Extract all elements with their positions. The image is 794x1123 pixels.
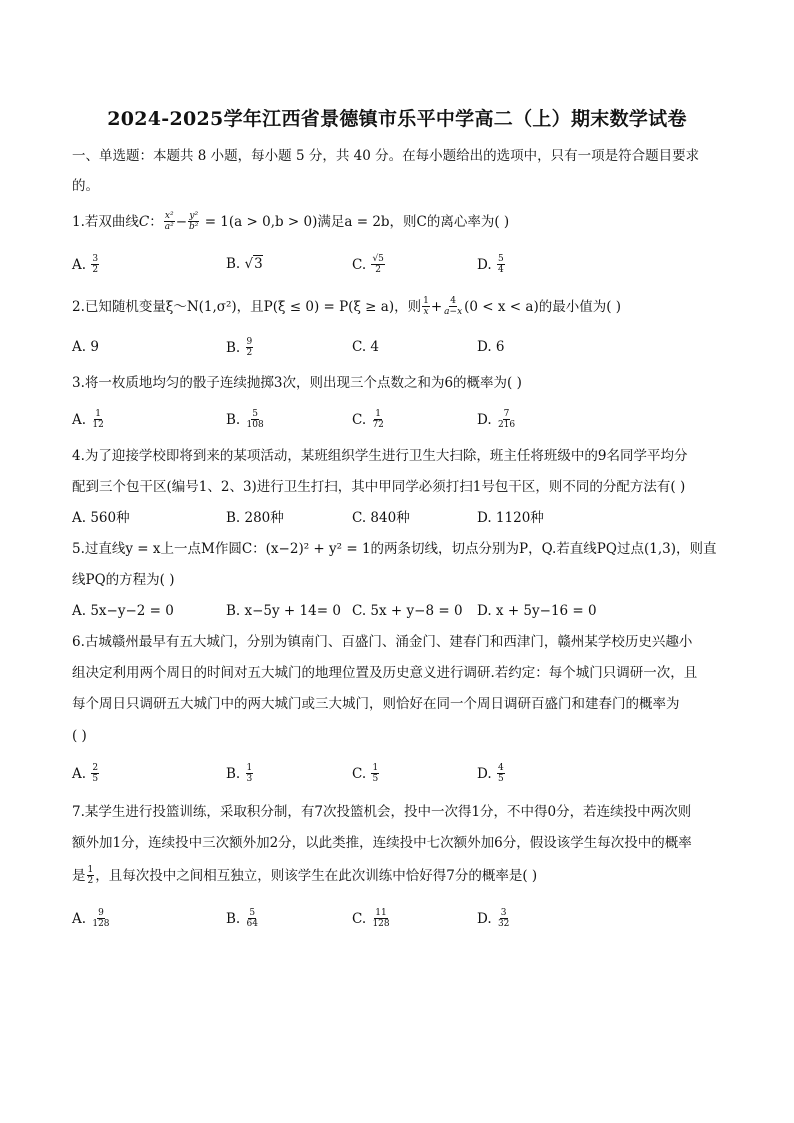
question-6-line2: 组决定利用两个周日的时间对五大城门的地理位置及历史意义进行调研.若约定：每个城门只调研一次，且 bbox=[72, 665, 698, 681]
q4-option-b[interactable]: B. 280种 bbox=[226, 510, 284, 526]
q2-frac2: $\frac{4}{a-x}$ bbox=[444, 296, 463, 317]
question-7-line1: 7.某学生进行投篮训练，采取积分制，有7次投篮机会，投中一次得1分，不中得0分，若连续投中两次则 bbox=[72, 804, 692, 820]
question-2: 2.已知随机变量ξ～N(1,σ²)，且P(ξ ≤ 0) = P(ξ ≥ a)，则 $\frac{1}{x}$ + $\frac{4}{a-x}$ (0 < x < a)的最小值为( ) bbox=[72, 296, 622, 317]
q3-option-a[interactable]: A. $\frac{1}{12}$ bbox=[72, 409, 104, 430]
q5-option-b[interactable]: B. x−5y + 14= 0 bbox=[226, 603, 341, 619]
q2-frac1: $\frac{1}{x}$ bbox=[423, 296, 429, 317]
q2-option-b[interactable]: B. $\frac{9}{2}$ bbox=[226, 337, 253, 358]
question-5-line2: 线PQ的方程为( ) bbox=[72, 572, 175, 588]
question-6-line3: 每个周日只调研五大城门中的两大城门或三大城门，则恰好在同一个周日调研百盛门和建春门的概率为 bbox=[72, 696, 680, 712]
q2-text-part1: 2.已知随机变量ξ～N(1,σ²)，且P(ξ ≤ 0) = P(ξ ≥ a)，则 bbox=[72, 299, 422, 315]
q1-option-b[interactable]: B. √3 bbox=[226, 256, 263, 272]
question-4-line1: 4.为了迎接学校即将到来的某项活动，某班组织学生进行卫生大扫除，班主任将班级中的9名同学平均分 bbox=[72, 448, 688, 464]
q5-option-c[interactable]: C. 5x + y−8 = 0 bbox=[352, 603, 463, 619]
q7-option-a[interactable]: A. $\frac{9}{128}$ bbox=[72, 908, 110, 929]
q7-option-d[interactable]: D. $\frac{3}{32}$ bbox=[477, 908, 510, 929]
q1-prefix: 1.若双曲线 bbox=[72, 214, 139, 230]
q6-option-a[interactable]: A. $\frac{2}{5}$ bbox=[72, 763, 99, 784]
page-title: 2024-2025学年江西省景德镇市乐平中学高二（上）期末数学试卷 bbox=[107, 108, 687, 130]
question-7-line2: 额外加1分，连续投中三次额外加2分，以此类推，连续投中七次额外加6分，假设该学生每次投中的概率 bbox=[72, 835, 692, 851]
q5-option-a[interactable]: A. 5x−y−2 = 0 bbox=[72, 603, 174, 619]
q7-option-b[interactable]: B. $\frac{5}{64}$ bbox=[226, 908, 258, 929]
q7-option-c[interactable]: C. $\frac{11}{128}$ bbox=[352, 908, 390, 929]
q4-option-d[interactable]: D. 1120种 bbox=[477, 510, 544, 526]
q1-curve-label: C bbox=[138, 214, 150, 230]
q1-frac-y: $\frac{\text{y²}}{\text{b²}}$ bbox=[189, 211, 199, 232]
q3-option-d[interactable]: D. $\frac{7}{216}$ bbox=[477, 409, 516, 430]
q6-option-b[interactable]: B. $\frac{1}{3}$ bbox=[226, 763, 253, 784]
question-4-line2: 配到三个包干区(编号1、2、3)进行卫生打扫，其中甲同学必须打扫1号包干区，则不同的分配方法有( ) bbox=[72, 479, 686, 495]
section-instruction-line2: 的。 bbox=[72, 178, 99, 194]
q3-option-c[interactable]: C. $\frac{1}{72}$ bbox=[352, 409, 384, 430]
question-5-line1: 5.过直线y = x上一点M作圆C：(x−2)² + y² = 1的两条切线，切点分别为P，Q.若直线PQ过点(1,3)，则直 bbox=[72, 541, 717, 557]
q2-text-part2: (0 < x < a)的最小值为( ) bbox=[464, 299, 622, 315]
q2-option-d[interactable]: D. 6 bbox=[477, 339, 505, 355]
question-6-line4: ( ) bbox=[72, 728, 87, 744]
section-instruction-line1: 一、单选题：本题共 8 小题，每小题 5 分，共 40 分。在每小题给出的选项中，只有一项是符合题目要求 bbox=[72, 148, 700, 164]
question-7-line3: 是 $\frac{1}{2}$ ，且每次投中之间相互独立，则该学生在此次训练中恰好得7分的概率是( ) bbox=[72, 865, 538, 886]
q2-option-a[interactable]: A. 9 bbox=[72, 339, 99, 355]
q6-option-d[interactable]: D. $\frac{4}{5}$ bbox=[477, 763, 504, 784]
q4-option-a[interactable]: A. 560种 bbox=[72, 510, 130, 526]
q6-option-c[interactable]: C. $\frac{1}{5}$ bbox=[352, 763, 379, 784]
q1-frac-x: $\frac{\text{x²}}{\text{a²}}$ bbox=[164, 211, 174, 232]
q1-suffix: (a > 0,b > 0)满足a = 2b，则C的离心率为( ) bbox=[228, 214, 510, 230]
question-1: 1.若双曲线C： $\frac{\text{x²}}{\text{a²}}$ − $\frac{\text{y²}}{\text{b²}}$ = 1(a > 0,b > 0)满足a = 2b，则C的离心率为( ) bbox=[72, 211, 510, 232]
q3-option-b[interactable]: B. $\frac{5}{108}$ bbox=[226, 409, 264, 430]
question-6-line1: 6.古城赣州最早有五大城门，分别为镇南门、百盛门、涌金门、建春门和西津门，赣州某学校历史兴趣小 bbox=[72, 634, 693, 650]
question-3: 3.将一枚质地均匀的骰子连续抛掷3次，则出现三个点数之和为6的概率为( ) bbox=[72, 375, 522, 391]
q2-option-c[interactable]: C. 4 bbox=[352, 339, 380, 355]
q1-option-d[interactable]: D. $\frac{5}{4}$ bbox=[477, 254, 504, 275]
q1-option-a[interactable]: A. $\frac{3}{2}$ bbox=[72, 254, 99, 275]
q5-option-d[interactable]: D. x + 5y−16 = 0 bbox=[477, 603, 597, 619]
q4-option-c[interactable]: C. 840种 bbox=[352, 510, 410, 526]
q1-option-c[interactable]: C. $\frac{√5}{2}$ bbox=[352, 254, 384, 275]
